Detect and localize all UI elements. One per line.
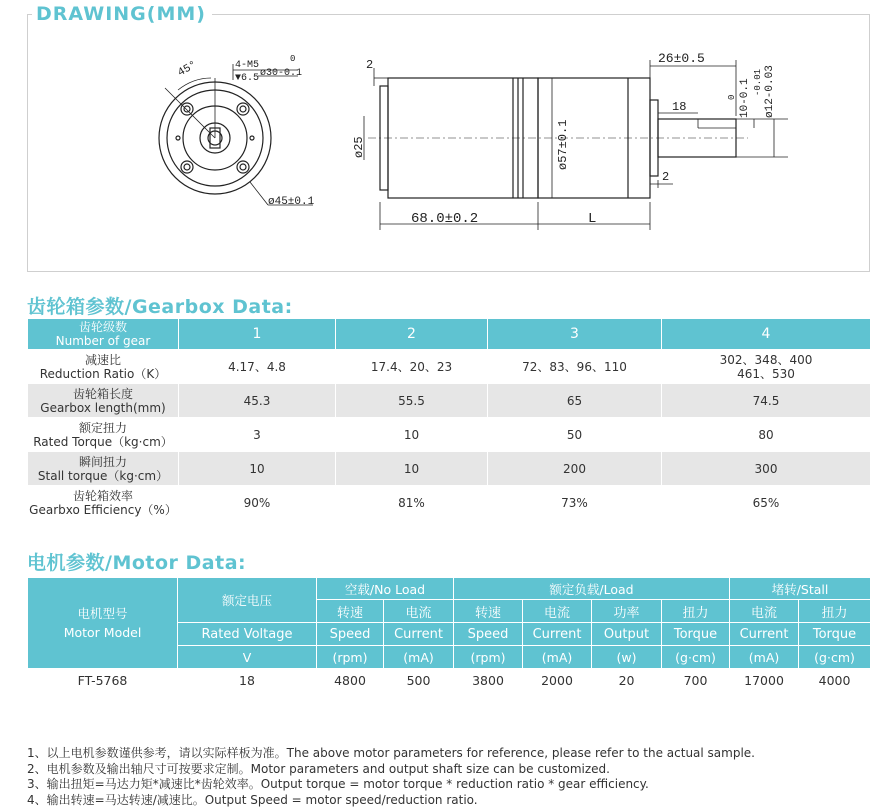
- table-cell: 55.5: [336, 384, 488, 418]
- row-label: 齿轮箱效率 Gearbxo Efficiency（%）: [28, 486, 179, 520]
- row-label: 减速比 Reduction Ratio（K）: [28, 350, 179, 384]
- unit-cell: (mA): [523, 646, 592, 669]
- table-cell: 4000: [799, 669, 871, 692]
- load-group-header: 额定负载/Load: [454, 578, 730, 600]
- end-gap-label: 2: [662, 170, 670, 184]
- shaft-tol-label: -0.01: [753, 68, 763, 96]
- motor-len-label: 68.0±0.2: [411, 211, 479, 227]
- sub-header-en: Current: [730, 623, 799, 646]
- sub-header-en: Output: [592, 623, 662, 646]
- sub-header-en: Speed: [317, 623, 384, 646]
- voltage-header-zh: 额定电压: [178, 578, 317, 623]
- table-cell: 20: [592, 669, 662, 692]
- sub-header-en: Speed: [454, 623, 523, 646]
- table-cell: 2000: [523, 669, 592, 692]
- gearbox-table: [27, 318, 871, 520]
- table-cell: 73%: [488, 486, 662, 520]
- stall-group-header: 堵转/Stall: [730, 578, 871, 600]
- boss-dia-label: ø25: [352, 136, 366, 158]
- table-row: [28, 669, 871, 692]
- table-cell: 80: [662, 418, 871, 452]
- header-stage: 3: [488, 319, 662, 350]
- table-cell: 17.4、20、23: [336, 350, 488, 384]
- table-cell: 4800: [317, 669, 384, 692]
- table-cell: 10: [179, 452, 336, 486]
- thread-depth-label: ▼6.5: [235, 73, 260, 84]
- header-label: 齿轮级数 Number of gear: [28, 319, 179, 350]
- note-item: 4、输出转速=马达转速/减速比。Output Speed = motor speed/reduction ratio.: [27, 792, 478, 807]
- table-cell: 65: [488, 384, 662, 418]
- flat-tol-label: 0: [727, 94, 737, 100]
- thread-label: 4-M5: [235, 60, 260, 71]
- sub-header-zh: 扭力: [799, 600, 871, 623]
- table-cell: 3: [179, 418, 336, 452]
- drawing-title: DRAWING(MM): [32, 3, 212, 25]
- header-stage: 1: [179, 319, 336, 350]
- table-cell: 200: [488, 452, 662, 486]
- table-cell: 50: [488, 418, 662, 452]
- noload-group-header: 空载/No Load: [317, 578, 454, 600]
- pcd-label: ø45±0.1: [268, 196, 315, 208]
- header-stage: 4: [662, 319, 871, 350]
- shaft-len-label: 26±0.5: [658, 51, 705, 66]
- table-cell: 4.17、4.8: [179, 350, 336, 384]
- unit-cell: (g·cm): [662, 646, 730, 669]
- sub-header-zh: 扭力: [662, 600, 730, 623]
- table-cell: 302、348、400 461、530: [662, 350, 871, 384]
- notes: [27, 746, 755, 808]
- sub-header-zh: 功率: [592, 600, 662, 623]
- motor-table: [27, 577, 871, 692]
- table-row: [28, 418, 871, 452]
- sub-header-zh: 电流: [384, 600, 454, 623]
- unit-cell: (mA): [384, 646, 454, 669]
- pilot-label: ø30-0.1: [260, 68, 303, 79]
- unit-cell: (w): [592, 646, 662, 669]
- sub-header-en: Torque: [662, 623, 730, 646]
- table-cell: 90%: [179, 486, 336, 520]
- front-view: [159, 64, 313, 205]
- row-label: 额定扭力 Rated Torque（kg·cm）: [28, 418, 179, 452]
- table-cell: 81%: [336, 486, 488, 520]
- shaft-dia-label: ø12-0.03: [764, 65, 776, 118]
- note-item: 3、输出扭矩=马达力矩*减速比*齿轮效率。Output torque = motor torque * reduction ratio * gear efficiency.: [27, 777, 649, 791]
- flat-dim-label: 10-0.1: [739, 78, 751, 118]
- table-cell: 65%: [662, 486, 871, 520]
- table-row: [28, 384, 871, 418]
- voltage-unit: V: [178, 646, 317, 669]
- voltage-cell: 18: [178, 669, 317, 692]
- table-cell: 74.5: [662, 384, 871, 418]
- motor-model-header: 电机型号 Motor Model: [28, 578, 178, 669]
- angle-label: 45°: [176, 59, 200, 80]
- unit-cell: (g·cm): [799, 646, 871, 669]
- pilot-tol-label: 0: [290, 54, 296, 64]
- sub-header-en: Current: [384, 623, 454, 646]
- unit-cell: (rpm): [454, 646, 523, 669]
- motor-section-title: 电机参数/Motor Data:: [27, 552, 247, 574]
- side-view: [364, 60, 788, 230]
- note-item: 2、电机参数及输出轴尺寸可按要求定制。Motor parameters and output shaft size can be customized.: [27, 761, 610, 776]
- gear-len-label: L: [588, 211, 597, 227]
- voltage-header-en: Rated Voltage: [178, 623, 317, 646]
- table-row: [28, 350, 871, 384]
- sub-header-zh: 电流: [730, 600, 799, 623]
- table-cell: 500: [384, 669, 454, 692]
- table-row: [28, 452, 871, 486]
- body-dia-label: ø57±0.1: [556, 119, 570, 170]
- unit-cell: (mA): [730, 646, 799, 669]
- table-cell: 72、83、96、110: [488, 350, 662, 384]
- row-label: 齿轮箱长度 Gearbox length(mm): [28, 384, 179, 418]
- model-cell: FT-5768: [28, 669, 178, 692]
- table-cell: 10: [336, 418, 488, 452]
- sub-header-en: Current: [523, 623, 592, 646]
- gearbox-section-title: 齿轮箱参数/Gearbox Data:: [27, 296, 293, 318]
- sub-header-en: Torque: [799, 623, 871, 646]
- unit-cell: (rpm): [317, 646, 384, 669]
- sub-header-zh: 转速: [454, 600, 523, 623]
- table-cell: 3800: [454, 669, 523, 692]
- table-cell: 17000: [730, 669, 799, 692]
- sub-header-zh: 电流: [523, 600, 592, 623]
- table-cell: 10: [336, 452, 488, 486]
- table-header-row: [28, 319, 871, 350]
- flat-len-label: 18: [672, 100, 687, 114]
- header-stage: 2: [336, 319, 488, 350]
- flange-thick-label: 2: [366, 58, 374, 72]
- table-cell: 45.3: [179, 384, 336, 418]
- table-cell: 700: [662, 669, 730, 692]
- table-cell: 300: [662, 452, 871, 486]
- row-label: 瞬间扭力 Stall torque（kg·cm）: [28, 452, 179, 486]
- table-row: [28, 486, 871, 520]
- sub-header-zh: 转速: [317, 600, 384, 623]
- note-item: 1、以上电机参数谨供参考，请以实际样板为准。The above motor parameters for reference, please refer to the actual sample.: [27, 746, 755, 760]
- technical-drawing: [28, 20, 868, 270]
